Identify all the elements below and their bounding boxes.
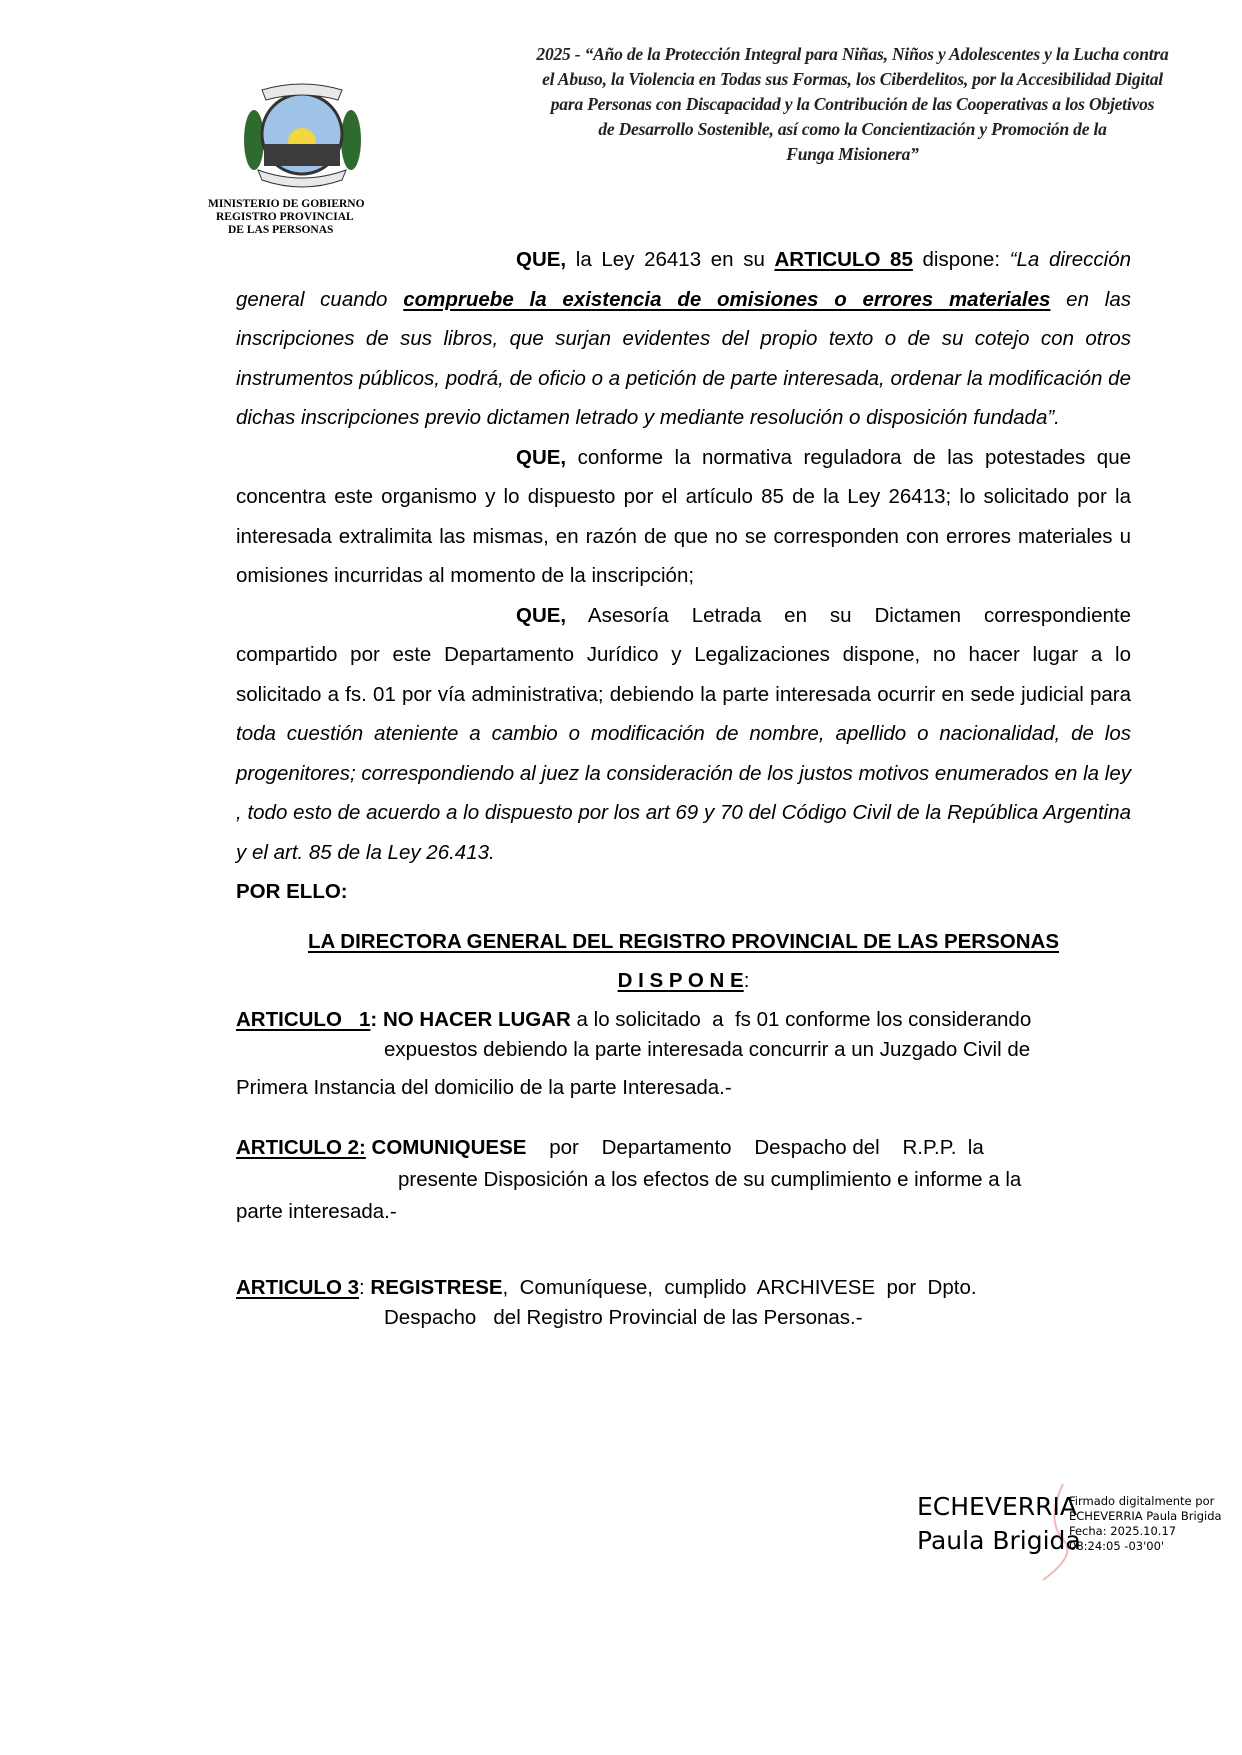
text: a lo solicitado a fs 01 conforme los considerando bbox=[570, 1007, 1032, 1031]
ministry-line: REGISTRO PROVINCIAL bbox=[216, 211, 354, 223]
considerando-2 bbox=[236, 438, 1131, 596]
signature-details bbox=[1069, 1494, 1222, 1554]
authority-heading bbox=[236, 922, 1131, 962]
dispone-heading bbox=[236, 961, 1131, 1001]
signature-info-line: ECHEVERRIA Paula Brigida bbox=[1069, 1509, 1222, 1523]
text: por Departamento Despacho del R.P.P. la bbox=[526, 1135, 984, 1159]
text: conforme la normativa reguladora de las potestades que concentra este organismo y lo dispuesto por el artículo 85 de la Ley 26413; lo solicitado por la interesada extralimita las mismas, en razón de que no se corresponden con errores materiales u omisiones incurridas al momento de la inscripción; bbox=[236, 445, 1131, 587]
motto-line: 2025 - “Año de la Protección Integral para Niñas, Niños y Adolescentes y la Lucha contra bbox=[536, 44, 1169, 64]
dispone-title: D I S P O N E bbox=[617, 969, 744, 992]
por-ello bbox=[236, 872, 1131, 912]
document-body bbox=[236, 240, 1131, 1331]
colon: : bbox=[743, 969, 750, 992]
que-lead: QUE, bbox=[516, 248, 567, 271]
article-label: ARTICULO 3 bbox=[236, 1275, 359, 1299]
motto-line: el Abuso, la Violencia en Todas sus Formas, los Ciberdelitos, por la Accesibilidad Digital bbox=[542, 69, 1163, 89]
signature-date: Fecha: 2025.10.17 bbox=[1069, 1524, 1177, 1538]
ministry-header bbox=[208, 198, 365, 237]
article-action: NO HACER LUGAR bbox=[382, 1007, 571, 1031]
considerando-3 bbox=[236, 596, 1131, 873]
considerando-1 bbox=[236, 240, 1131, 438]
sep: : bbox=[370, 1007, 383, 1031]
motto-line: Funga Misionera” bbox=[786, 144, 919, 164]
text: parte interesada.- bbox=[236, 1199, 397, 1223]
article-label: ARTICULO 1 bbox=[236, 1007, 371, 1031]
signer-surname: ECHEVERRIA bbox=[917, 1492, 1077, 1521]
motto-line: de Desarrollo Sostenible, así como la Concientización y Promoción de la bbox=[598, 119, 1107, 139]
article-action: COMUNIQUESE bbox=[371, 1135, 527, 1159]
article-label: ARTICULO 2: bbox=[236, 1135, 366, 1159]
signature-info-line: Firmado digitalmente por bbox=[1069, 1494, 1215, 1508]
que-lead: QUE, bbox=[516, 603, 567, 627]
quote-text: en las inscripciones de sus libros, que surjan evidentes del propio texto o de su cotejo con otros instrumentos públicos, podrá, de oficio o a petición de parte interesada, ordenar la modificación de dichas inscripciones previo dictamen letrado y mediante resolución o disposición fundada”. bbox=[236, 287, 1131, 429]
sep: : bbox=[359, 1275, 371, 1299]
quote-emphasis: compruebe la existencia de omisiones o errores materiales bbox=[403, 287, 1051, 311]
signature-time: 08:24:05 -03'00' bbox=[1069, 1539, 1165, 1553]
text: Asesoría Letrada en su Dictamen correspondiente compartido por este Departamento Jurídico y Legalizaciones dispone, no hacer lugar a lo solicitado a fs. 01 por vía administrativa; debiendo la parte interesada ocurrir en sede judicial para bbox=[236, 603, 1131, 706]
text: Primera Instancia del domicilio de la parte Interesada.- bbox=[236, 1075, 732, 1099]
authority-title: LA DIRECTORA GENERAL DEL REGISTRO PROVINCIAL DE LAS PERSONAS bbox=[308, 929, 1059, 953]
que-lead: QUE, bbox=[516, 445, 567, 469]
signer-name bbox=[917, 1490, 1081, 1558]
italic-text: toda cuestión ateniente a cambio o modificación de nombre, apellido o nacionalidad, de los progenitores; correspondiendo al juez la consideración de los justos motivos enumerados en la ley , todo esto de acuerdo a lo dispuesto por los art 69 y 70 del Código Civil de la República Argentina y el art. 85 de la Ley 26.413. bbox=[236, 722, 1131, 864]
year-motto bbox=[495, 42, 1210, 167]
text: la Ley 26413 en su bbox=[566, 248, 775, 271]
province-crest-logo bbox=[240, 82, 365, 192]
text: expuestos debiendo la parte interesada concurrir a un Juzgado Civil de bbox=[384, 1037, 1031, 1061]
ministry-line: DE LAS PERSONAS bbox=[228, 224, 334, 236]
articulo-1 bbox=[236, 1003, 1131, 1105]
article-reference: ARTICULO 85 bbox=[774, 248, 913, 271]
text: Despacho del Registro Provincial de las Personas.- bbox=[384, 1305, 863, 1329]
ministry-line: MINISTERIO DE GOBIERNO bbox=[208, 198, 365, 210]
text: dispone: bbox=[912, 248, 1010, 271]
text: presente Disposición a los efectos de su cumplimiento e informe a la bbox=[398, 1167, 1022, 1191]
text: , Comuníquese, cumplido ARCHIVESE por Dpto. bbox=[502, 1275, 977, 1299]
quote-text: “La dirección general cuando bbox=[236, 248, 1131, 311]
articulo-2 bbox=[236, 1131, 1131, 1229]
articulo-3 bbox=[236, 1271, 1131, 1331]
article-action: REGISTRESE bbox=[370, 1275, 503, 1299]
signer-given-names: Paula Brigida bbox=[917, 1526, 1081, 1555]
motto-line: para Personas con Discapacidad y la Contribución de las Cooperativas a los Objetivos bbox=[550, 94, 1155, 114]
por-ello-label: POR ELLO: bbox=[236, 880, 348, 903]
